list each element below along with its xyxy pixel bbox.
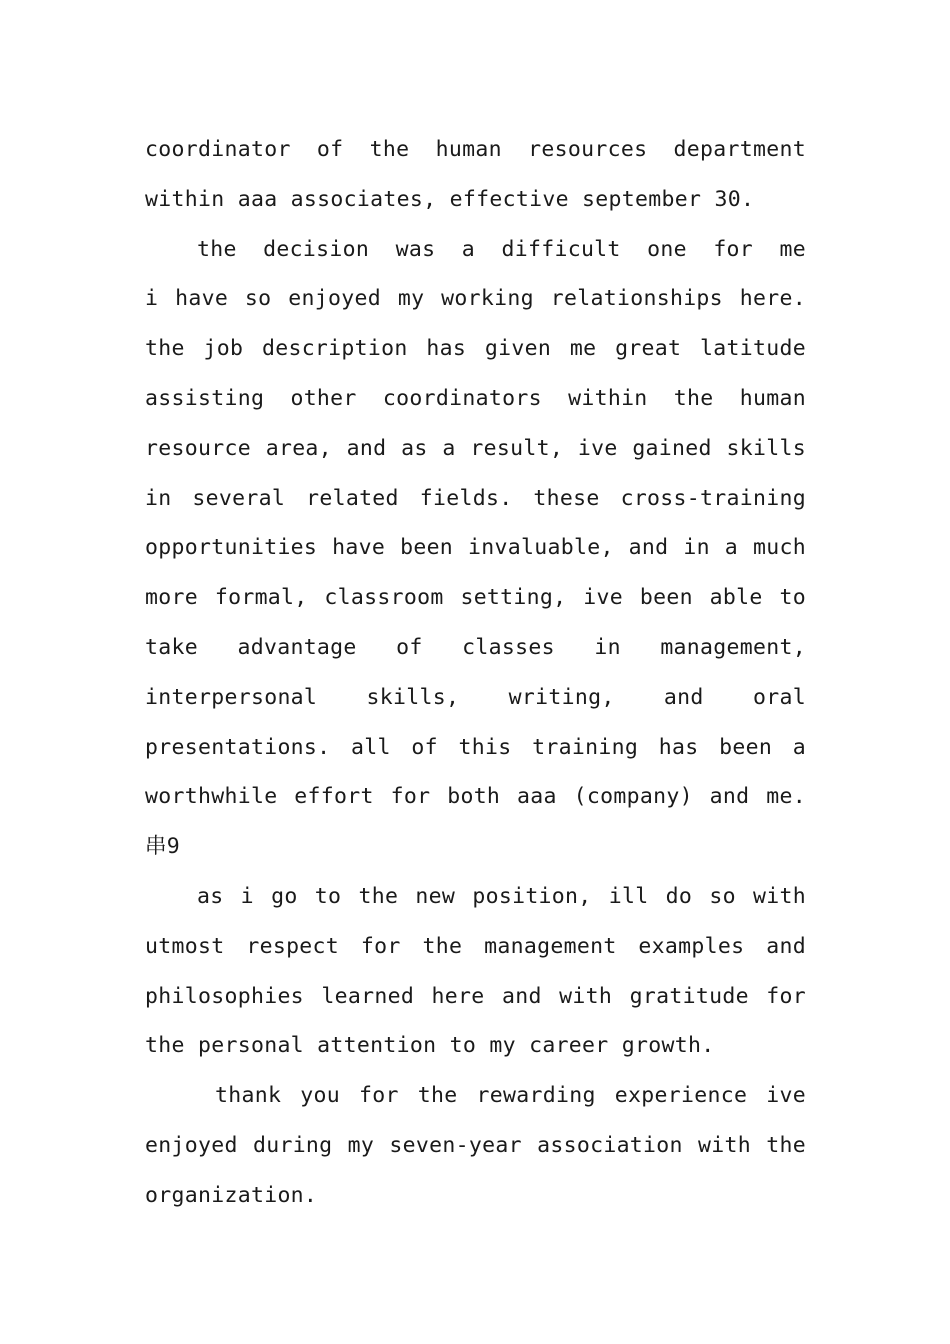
text-line: coordinator of the human resources department xyxy=(145,137,806,162)
text-line: organization. xyxy=(145,1182,318,1208)
text-line: in several related fields. these cross-training xyxy=(145,485,806,511)
letter-body xyxy=(145,125,806,1221)
text-line: within aaa associates, effective september 30. xyxy=(145,186,755,212)
text-line: as i go to the new position, ill do so with xyxy=(197,883,806,909)
text-line: enjoyed during my seven-year association with the xyxy=(145,1132,806,1158)
text-line: assisting other coordinators within the human xyxy=(145,385,806,411)
text-line: presentations. all of this training has been a xyxy=(145,734,806,760)
text-line: the personal attention to my career growth. xyxy=(145,1033,715,1059)
text-line: opportunities have been invaluable, and in a much xyxy=(145,535,806,561)
text-line: the job description has given me great latitude xyxy=(145,336,806,362)
text-line: the decision was a difficult one for me xyxy=(197,236,806,262)
text-line: i have so enjoyed my working relationships here. xyxy=(145,286,806,312)
paragraph-1 xyxy=(145,125,806,225)
text-line: resource area, and as a result, ive gained skills xyxy=(145,435,806,461)
text-line: philosophies learned here and with gratitude for xyxy=(145,983,806,1009)
paragraph-4 xyxy=(145,1071,806,1220)
text-line: interpersonal skills, writing, and oral xyxy=(145,684,806,710)
paragraph-3 xyxy=(145,872,806,1071)
text-line: thank you for the rewarding experience ive xyxy=(215,1083,806,1109)
paragraph-2 xyxy=(145,225,806,872)
text-line: more formal, classroom setting, ive been able to xyxy=(145,585,806,611)
text-line: worthwhile effort for both aaa (company) and me. xyxy=(145,784,806,810)
text-line: utmost respect for the management examples and xyxy=(145,933,806,959)
text-line: 串9 xyxy=(145,834,181,860)
text-line: take advantage of classes in management, xyxy=(145,634,806,660)
